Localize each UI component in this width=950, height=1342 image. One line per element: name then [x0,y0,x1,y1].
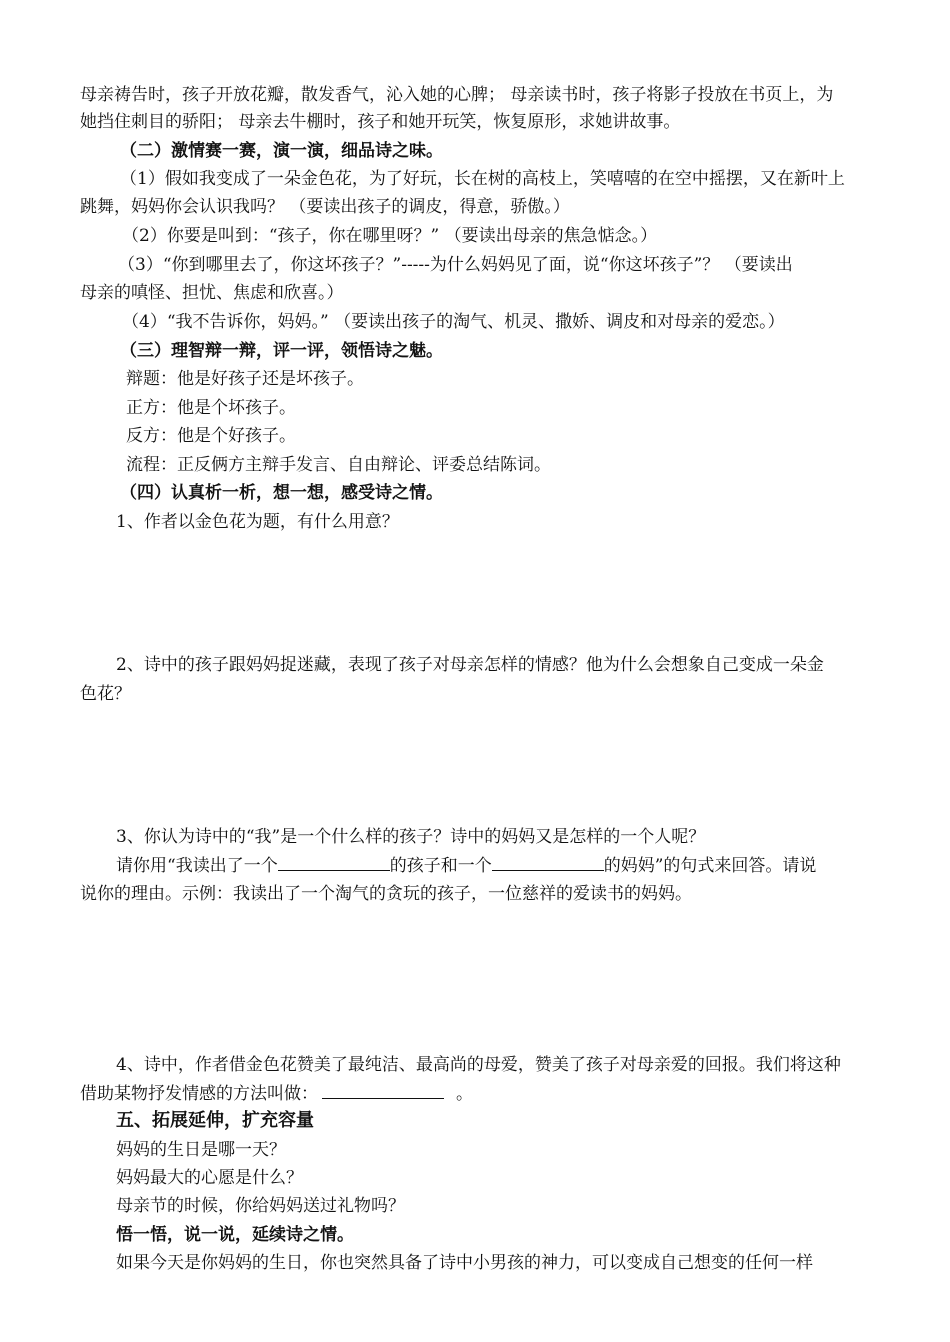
answer-blank-method[interactable] [322,1082,444,1099]
question-3-instruction-post: 的妈妈”的句式来回答。请说 [603,856,817,876]
question-4-pre: 借助某物抒发情感的方法叫做： [80,1084,318,1104]
question-2-cont: 色花？ [80,684,131,704]
question-1: 1、作者以金色花为题，有什么用意？ [116,512,399,532]
extension-subheading: 悟一悟，说一说，延续诗之情。 [116,1225,354,1245]
debate-topic: 辩题：他是好孩子还是坏孩子。 [126,369,364,389]
extension-question-2: 妈妈最大的心愿是什么？ [116,1168,303,1188]
performance-item-3-cont: 母亲的嗔怪、担忧、焦虑和欣喜。） [80,283,344,303]
question-3-instruction-pre: 请你用“我读出了一个 [116,856,278,876]
question-2: 2、诗中的孩子跟妈妈捉迷藏，表现了孩子对母亲怎样的情感？他为什么会想象自己变成一朵金 [116,655,824,675]
debate-con-side: 反方：他是个好孩子。 [126,426,296,446]
intro-line-2: 她挡住刺目的骄阳； 母亲去牛棚时，孩子和她开玩笑，恢复原形，求她讲故事。 [80,112,681,132]
question-4: 4、诗中，作者借金色花赞美了最纯洁、最高尚的母爱，赞美了孩子对母亲爱的回报。我们将这种 [116,1055,841,1075]
answer-blank-mother[interactable] [492,854,604,871]
intro-line-1: 母亲祷告时，孩子开放花瓣，散发香气，沁入她的心脾； 母亲读书时，孩子将影子投放在书页上，为 [80,85,834,105]
performance-item-1-cont: 跳舞，妈妈你会认识我吗？ （要读出孩子的调皮，得意，骄傲。） [80,197,570,217]
extension-prompt: 如果今天是你妈妈的生日，你也突然具备了诗中小男孩的神力，可以变成自己想变的任何一样 [116,1253,813,1273]
section-3-heading: （三）理智辩一辩，评一评，领悟诗之魅。 [120,341,443,361]
extension-question-1: 妈妈的生日是哪一天？ [116,1140,286,1160]
debate-pro-side: 正方：他是个坏孩子。 [126,398,296,418]
performance-item-1: （1）假如我变成了一朵金色花，为了好玩，长在树的高枝上，笑嘻嘻的在空中摇摆，又在新叶上 [120,169,845,189]
question-3-instruction [116,854,816,877]
debate-procedure: 流程：正反俩方主辩手发言、自由辩论、评委总结陈词。 [126,455,551,475]
question-3-example: 说你的理由。示例：我读出了一个淘气的贪玩的孩子，一位慈祥的爱读书的妈妈。 [80,884,692,904]
extension-question-3: 母亲节的时候，你给妈妈送过礼物吗？ [116,1196,405,1216]
section-5-heading: 五、拓展延伸，扩充容量 [116,1110,314,1131]
answer-blank-child[interactable] [278,854,390,871]
performance-item-4: （4）“我不告诉你，妈妈。” （要读出孩子的淘气、机灵、撒娇、调皮和对母亲的爱恋。） [122,312,785,332]
question-4-cont [80,1082,473,1105]
performance-item-2: （2）你要是叫到：“孩子，你在哪里呀？” （要读出母亲的焦急惦念。） [122,226,658,246]
question-4-post: 。 [456,1084,473,1104]
section-2-heading: （二）激情赛一赛，演一演，细品诗之味。 [120,141,443,161]
question-3-instruction-mid: 的孩子和一个 [389,856,492,876]
section-4-heading: （四）认真析一析，想一想，感受诗之情。 [120,483,443,503]
question-3: 3、你认为诗中的“我”是一个什么样的孩子？诗中的妈妈又是怎样的一个人呢？ [116,827,706,847]
performance-item-3: （3）“你到哪里去了，你这坏孩子？”-----为什么妈妈见了面，说“你这坏孩子”？ （要读出 [118,255,793,275]
